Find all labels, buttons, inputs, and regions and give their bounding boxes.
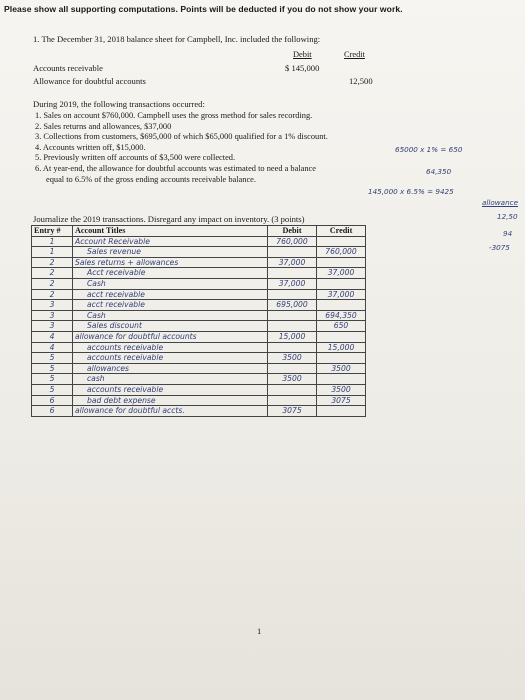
debit-header: Debit bbox=[268, 226, 317, 237]
journal-debit-amount: 695,000 bbox=[268, 300, 317, 311]
journal-credit-amount bbox=[317, 374, 366, 385]
journal-credit-amount bbox=[317, 331, 366, 342]
journal-debit-amount: 3500 bbox=[268, 353, 317, 364]
handwritten-allowance-2: 94 bbox=[503, 229, 513, 238]
journal-debit-amount: 3500 bbox=[268, 374, 317, 385]
transactions-list bbox=[35, 111, 328, 185]
journal-row bbox=[32, 395, 366, 406]
journal-credit-amount: 650 bbox=[317, 321, 366, 332]
entry-header: Entry # bbox=[32, 226, 73, 237]
journal-debit-amount: 3075 bbox=[268, 406, 317, 417]
journal-entry-number: 3 bbox=[32, 310, 73, 321]
journal-account-title: allowances bbox=[73, 363, 268, 374]
allowance-value: 12,500 bbox=[349, 76, 373, 86]
titles-header: Account Titles bbox=[73, 226, 268, 237]
journal-entry-number: 5 bbox=[32, 374, 73, 385]
journal-account-title: acct receivable bbox=[73, 300, 268, 311]
journal-account-title: bad debt expense bbox=[73, 395, 268, 406]
journal-entry-number: 4 bbox=[32, 342, 73, 353]
problem-intro bbox=[33, 34, 320, 44]
journal-account-title: Cash bbox=[73, 310, 268, 321]
journal-entry-number: 2 bbox=[32, 289, 73, 300]
journal-debit-amount bbox=[268, 247, 317, 258]
journal-entry-number: 3 bbox=[32, 300, 73, 311]
transaction-item: equal to 6.5% of the gross ending accounts receivable balance. bbox=[46, 174, 256, 184]
journal-row bbox=[32, 236, 366, 247]
journal-entry-number: 2 bbox=[32, 257, 73, 268]
journal-credit-amount bbox=[317, 353, 366, 364]
journal-row bbox=[32, 289, 366, 300]
journal-credit-amount: 3500 bbox=[317, 363, 366, 374]
journal-entry-number: 5 bbox=[32, 353, 73, 364]
journal-header-row bbox=[32, 226, 366, 237]
journal-row bbox=[32, 342, 366, 353]
journal-debit-amount bbox=[268, 342, 317, 353]
journal-credit-amount: 37,000 bbox=[317, 268, 366, 279]
ar-label: Accounts receivable bbox=[33, 63, 103, 73]
journal-credit-amount bbox=[317, 257, 366, 268]
journal-row bbox=[32, 374, 366, 385]
journal-row bbox=[32, 331, 366, 342]
journal-body bbox=[32, 236, 366, 416]
journal-row bbox=[32, 247, 366, 258]
journal-row bbox=[32, 268, 366, 279]
balance-debit-header: Debit bbox=[293, 50, 312, 59]
journal-account-title: acct receivable bbox=[73, 289, 268, 300]
problem-number: 1. bbox=[33, 34, 40, 44]
problem-intro-text: The December 31, 2018 balance sheet for Campbell, Inc. included the following: bbox=[41, 34, 321, 44]
journal-row bbox=[32, 406, 366, 417]
handwritten-allowance-label: allowance bbox=[482, 198, 519, 207]
handwritten-cash-calc: 64,350 bbox=[426, 167, 452, 176]
journal-title: Journalize the 2019 transactions. Disregard any impact on inventory. (3 points) bbox=[33, 214, 305, 224]
handwritten-allowance-3: -3075 bbox=[489, 243, 510, 252]
journal-account-title: cash bbox=[73, 374, 268, 385]
journal-row bbox=[32, 384, 366, 395]
journal-credit-amount bbox=[317, 406, 366, 417]
journal-credit-amount: 15,000 bbox=[317, 342, 366, 353]
journal-debit-amount bbox=[268, 395, 317, 406]
journal-account-title: accounts receivable bbox=[73, 353, 268, 364]
journal-account-title: Cash bbox=[73, 278, 268, 289]
handwritten-discount-calc: 65000 x 1% = 650 bbox=[395, 145, 463, 154]
journal-entry-number: 3 bbox=[32, 321, 73, 332]
instructions-header: Please show all supporting computations. Points will be deducted if you do not show your work. bbox=[4, 4, 403, 14]
journal-debit-amount: 37,000 bbox=[268, 278, 317, 289]
journal-debit-amount bbox=[268, 321, 317, 332]
journal-credit-amount: 3075 bbox=[317, 395, 366, 406]
journal-row bbox=[32, 278, 366, 289]
journal-row bbox=[32, 257, 366, 268]
journal-debit-amount: 760,000 bbox=[268, 236, 317, 247]
transactions-intro: During 2019, the following transactions occurred: bbox=[33, 99, 205, 109]
journal-credit-amount: 37,000 bbox=[317, 289, 366, 300]
allowance-label: Allowance for doubtful accounts bbox=[33, 76, 146, 86]
journal-account-title: allowance for doubtful accounts bbox=[73, 331, 268, 342]
journal-debit-amount: 37,000 bbox=[268, 257, 317, 268]
journal-row bbox=[32, 310, 366, 321]
journal-debit-amount bbox=[268, 289, 317, 300]
journal-entry-number: 2 bbox=[32, 278, 73, 289]
journal-entry-number: 4 bbox=[32, 331, 73, 342]
transaction-item: 5. Previously written off accounts of $3,500 were collected. bbox=[35, 153, 236, 163]
journal-entry-number: 2 bbox=[32, 268, 73, 279]
journal-account-title: Acct receivable bbox=[73, 268, 268, 279]
transaction-item: 2. Sales returns and allowances, $37,000 bbox=[35, 121, 172, 131]
journal-credit-amount bbox=[317, 236, 366, 247]
transaction-item: 6. At year-end, the allowance for doubtful accounts was estimated to need a balance bbox=[35, 163, 316, 173]
journal-entry-number: 6 bbox=[32, 395, 73, 406]
journal-row bbox=[32, 321, 366, 332]
ar-value: $ 145,000 bbox=[285, 63, 320, 73]
transaction-item: 4. Accounts written off, $15,000. bbox=[35, 142, 146, 152]
journal-account-title: accounts receivable bbox=[73, 342, 268, 353]
journal-entry-number: 1 bbox=[32, 236, 73, 247]
journal-account-title: Sales returns + allowances bbox=[73, 257, 268, 268]
journal-entry-number: 5 bbox=[32, 384, 73, 395]
journal-credit-amount bbox=[317, 278, 366, 289]
transaction-item: 1. Sales on account $760,000. Campbell uses the gross method for sales recording. bbox=[35, 111, 313, 120]
journal-account-title: Sales revenue bbox=[73, 247, 268, 258]
journal-credit-amount: 3500 bbox=[317, 384, 366, 395]
journal-row bbox=[32, 353, 366, 364]
journal-debit-amount bbox=[268, 384, 317, 395]
journal-entry-number: 6 bbox=[32, 406, 73, 417]
balance-credit-header: Credit bbox=[344, 50, 365, 59]
journal-entry-number: 1 bbox=[32, 247, 73, 258]
journal-debit-amount bbox=[268, 268, 317, 279]
journal-entry-number: 5 bbox=[32, 363, 73, 374]
transaction-item: 3. Collections from customers, $695,000 of which $65,000 qualified for a 1% discount. bbox=[35, 132, 328, 142]
page-number: 1 bbox=[257, 626, 262, 636]
journal-credit-amount: 694,350 bbox=[317, 310, 366, 321]
journal-account-title: Sales discount bbox=[73, 321, 268, 332]
journal-debit-amount bbox=[268, 363, 317, 374]
handwritten-ending-calc: 145,000 x 6.5% = 9425 bbox=[368, 187, 454, 196]
journal-credit-amount bbox=[317, 300, 366, 311]
journal-account-title: Account Receivable bbox=[73, 236, 268, 247]
journal-credit-amount: 760,000 bbox=[317, 247, 366, 258]
journal-table bbox=[31, 225, 366, 417]
handwritten-allowance-1: 12,50 bbox=[497, 212, 518, 221]
journal-debit-amount bbox=[268, 310, 317, 321]
journal-debit-amount: 15,000 bbox=[268, 331, 317, 342]
journal-account-title: accounts receivable bbox=[73, 384, 268, 395]
journal-account-title: allowance for doubtful accts. bbox=[73, 406, 268, 417]
credit-header: Credit bbox=[317, 226, 366, 237]
journal-row bbox=[32, 300, 366, 311]
journal-row bbox=[32, 363, 366, 374]
